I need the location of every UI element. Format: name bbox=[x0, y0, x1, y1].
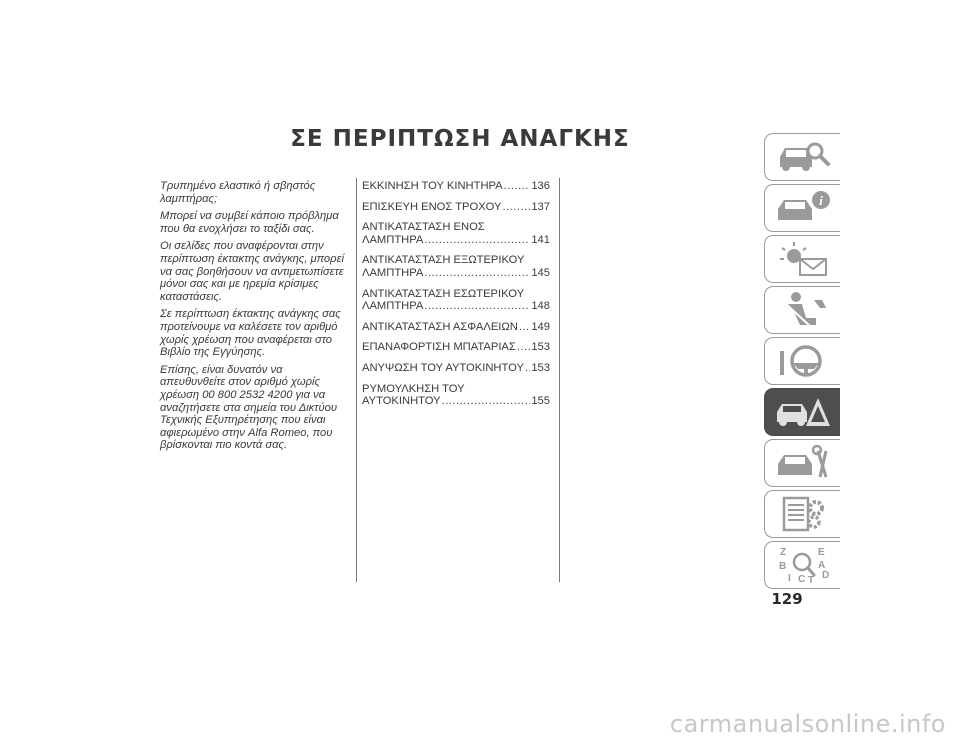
tab-driving[interactable] bbox=[764, 337, 840, 385]
toc-entry-page: 149 bbox=[531, 320, 550, 333]
toc-leader-dots bbox=[525, 362, 530, 375]
toc-entry-page: 136 bbox=[531, 180, 550, 192]
toc-entry-title: ΕΠΙΣΚΕΥΗ ΕΝΟΣ ΤΡΟΧΟΥ bbox=[362, 200, 502, 213]
toc-entry-title-line1: ΑΝΤΙΚΑΤΑΣΤΑΣΗ ΕΞΩΤΕΡΙΚΟΥ bbox=[362, 254, 525, 267]
tab-index[interactable] bbox=[764, 541, 840, 589]
tab-knowing-the-car[interactable] bbox=[764, 133, 840, 181]
intro-paragraph: Σε περίπτωση έκτακτης ανάγκης σας προτείνουμε να καλέσετε τον αριθμό χωρίς χρέωση που αναφέρεται στο Βιβλίο της Εγγύησης. bbox=[160, 308, 341, 359]
intro-paragraph: Οι σελίδες που αναφέρονται στην περίπτωση έκτακτης ανάγκης, μπορεί να σας βοηθήσουν να αντιμετωπίσετε μόνοι σας και με ηρεμία κρίσιμες καταστάσεις. bbox=[160, 240, 344, 303]
toc-entry-page: 141 bbox=[531, 233, 550, 246]
toc-leader-dots bbox=[442, 395, 531, 408]
toc-entry[interactable] bbox=[362, 254, 550, 279]
toc-leader-dots bbox=[504, 180, 531, 193]
toc-leader-dots bbox=[424, 267, 530, 280]
toc-entry[interactable] bbox=[362, 180, 550, 193]
intro-paragraph: Τρυπημένο ελαστικό ή σβηστός λαμπτήρας; bbox=[160, 180, 316, 205]
intro-text bbox=[160, 180, 348, 457]
toc-entry[interactable] bbox=[362, 201, 550, 214]
alphabetical-index-icon bbox=[774, 545, 832, 585]
document-gears-icon bbox=[774, 494, 832, 534]
seated-person-seatbelt-icon bbox=[774, 290, 832, 330]
index-letter-z: Z bbox=[779, 547, 786, 558]
index-letter-d: D bbox=[821, 570, 829, 581]
toc-entry-title: ΑΥΤΟΚΙΝΗΤΟΥ bbox=[362, 395, 441, 408]
tab-safety[interactable] bbox=[764, 286, 840, 334]
tab-servicing-and-care[interactable] bbox=[764, 439, 840, 487]
intro-paragraph: Επίσης, είναι δυνατόν να απευθυνθείτε στον αριθμό χωρίς χρέωση 00 800 2532 4200 για να αναζητήσετε στα σημεία του Δικτύου Τεχνικής Εξυπηρέτησης που είναι αφιερωμένο στην Alfa Romeo, που βρίσκονται πιο κοντά σας. bbox=[160, 363, 338, 452]
car-wrench-icon bbox=[774, 443, 832, 483]
toc-entry-page: 153 bbox=[531, 361, 550, 374]
index-letter-e: E bbox=[817, 547, 825, 558]
warning-light-message-icon bbox=[774, 239, 832, 279]
steering-wheel-icon bbox=[774, 341, 832, 381]
toc-entry-title-line1: ΡΥΜΟΥΛΚΗΣΗ ΤΟΥ bbox=[362, 382, 465, 395]
watermark: carmanualsonline.info bbox=[669, 710, 946, 738]
index-letter-c: C bbox=[797, 574, 805, 585]
tab-warning-lights[interactable] bbox=[764, 235, 840, 283]
tab-getting-to-know[interactable] bbox=[764, 184, 840, 232]
toc-entry-page: 153 bbox=[531, 341, 550, 354]
toc-entry-title: ΑΝΤΙΚΑΤΑΣΤΑΣΗ ΑΣΦΑΛΕΙΩΝ bbox=[362, 320, 518, 333]
toc-entry[interactable] bbox=[362, 221, 550, 246]
toc-leader-dots bbox=[424, 300, 530, 313]
toc-entry-title: ΛΑΜΠΤΗΡΑ bbox=[362, 233, 424, 246]
toc-leader-dots bbox=[502, 201, 530, 214]
toc-leader-dots bbox=[424, 234, 530, 247]
car-warning-triangle-icon bbox=[774, 392, 832, 432]
index-letter-a: A bbox=[817, 560, 825, 571]
index-letter-i: I bbox=[787, 573, 791, 584]
page-title: ΣΕ ΠΕΡΙΠΤΩΣΗ ΑΝΑΓΚΗΣ bbox=[290, 126, 630, 152]
toc-entry[interactable] bbox=[362, 321, 550, 334]
svg-text:i: i bbox=[818, 193, 823, 208]
toc-entry-title: ΕΠΑΝΑΦΟΡΤΙΣΗ ΜΠΑΤΑΡΙΑΣ bbox=[362, 341, 516, 354]
car-info-icon bbox=[774, 188, 832, 228]
toc-entry-page: 148 bbox=[531, 300, 550, 313]
toc-entry-page: 155 bbox=[531, 395, 550, 408]
column-divider-right bbox=[559, 178, 560, 582]
chapter-tabs bbox=[764, 133, 840, 592]
toc-entry-title: ΑΝΥΨΩΣΗ ΤΟΥ ΑΥΤΟΚΙΝΗΤΟΥ bbox=[362, 361, 524, 374]
table-of-contents bbox=[362, 180, 550, 416]
car-search-icon bbox=[774, 137, 832, 177]
toc-entry-title-line1: ΑΝΤΙΚΑΤΑΣΤΑΣΗ ΕΣΩΤΕΡΙΚΟΥ bbox=[362, 287, 525, 300]
toc-entry[interactable] bbox=[362, 383, 550, 408]
page-number: 129 bbox=[771, 590, 803, 608]
toc-entry[interactable] bbox=[362, 341, 550, 354]
intro-paragraph: Μπορεί να συμβεί κάποιο πρόβλημα που θα ενοχλήσει το ταξίδι σας. bbox=[160, 210, 339, 235]
toc-leader-dots bbox=[519, 321, 530, 334]
toc-entry[interactable] bbox=[362, 362, 550, 375]
toc-entry-title: ΕΚΚΙΝΗΣΗ ΤΟΥ ΚΙΝΗΤΗΡΑ bbox=[362, 180, 503, 192]
toc-entry-title-line1: ΑΝΤΙΚΑΤΑΣΤΑΣΗ ΕΝΟΣ bbox=[362, 221, 485, 234]
toc-entry-page: 145 bbox=[531, 266, 550, 279]
tab-technical-data[interactable] bbox=[764, 490, 840, 538]
toc-entry[interactable] bbox=[362, 288, 550, 313]
column-divider-left bbox=[356, 178, 357, 582]
index-letter-b: B bbox=[778, 561, 786, 572]
index-letter-t: T bbox=[807, 575, 814, 585]
toc-entry-title: ΛΑΜΠΤΗΡΑ bbox=[362, 300, 424, 313]
toc-entry-title: ΛΑΜΠΤΗΡΑ bbox=[362, 266, 424, 279]
tab-in-an-emergency[interactable] bbox=[764, 388, 840, 436]
toc-leader-dots bbox=[517, 341, 531, 354]
toc-entry-page: 137 bbox=[531, 200, 550, 213]
